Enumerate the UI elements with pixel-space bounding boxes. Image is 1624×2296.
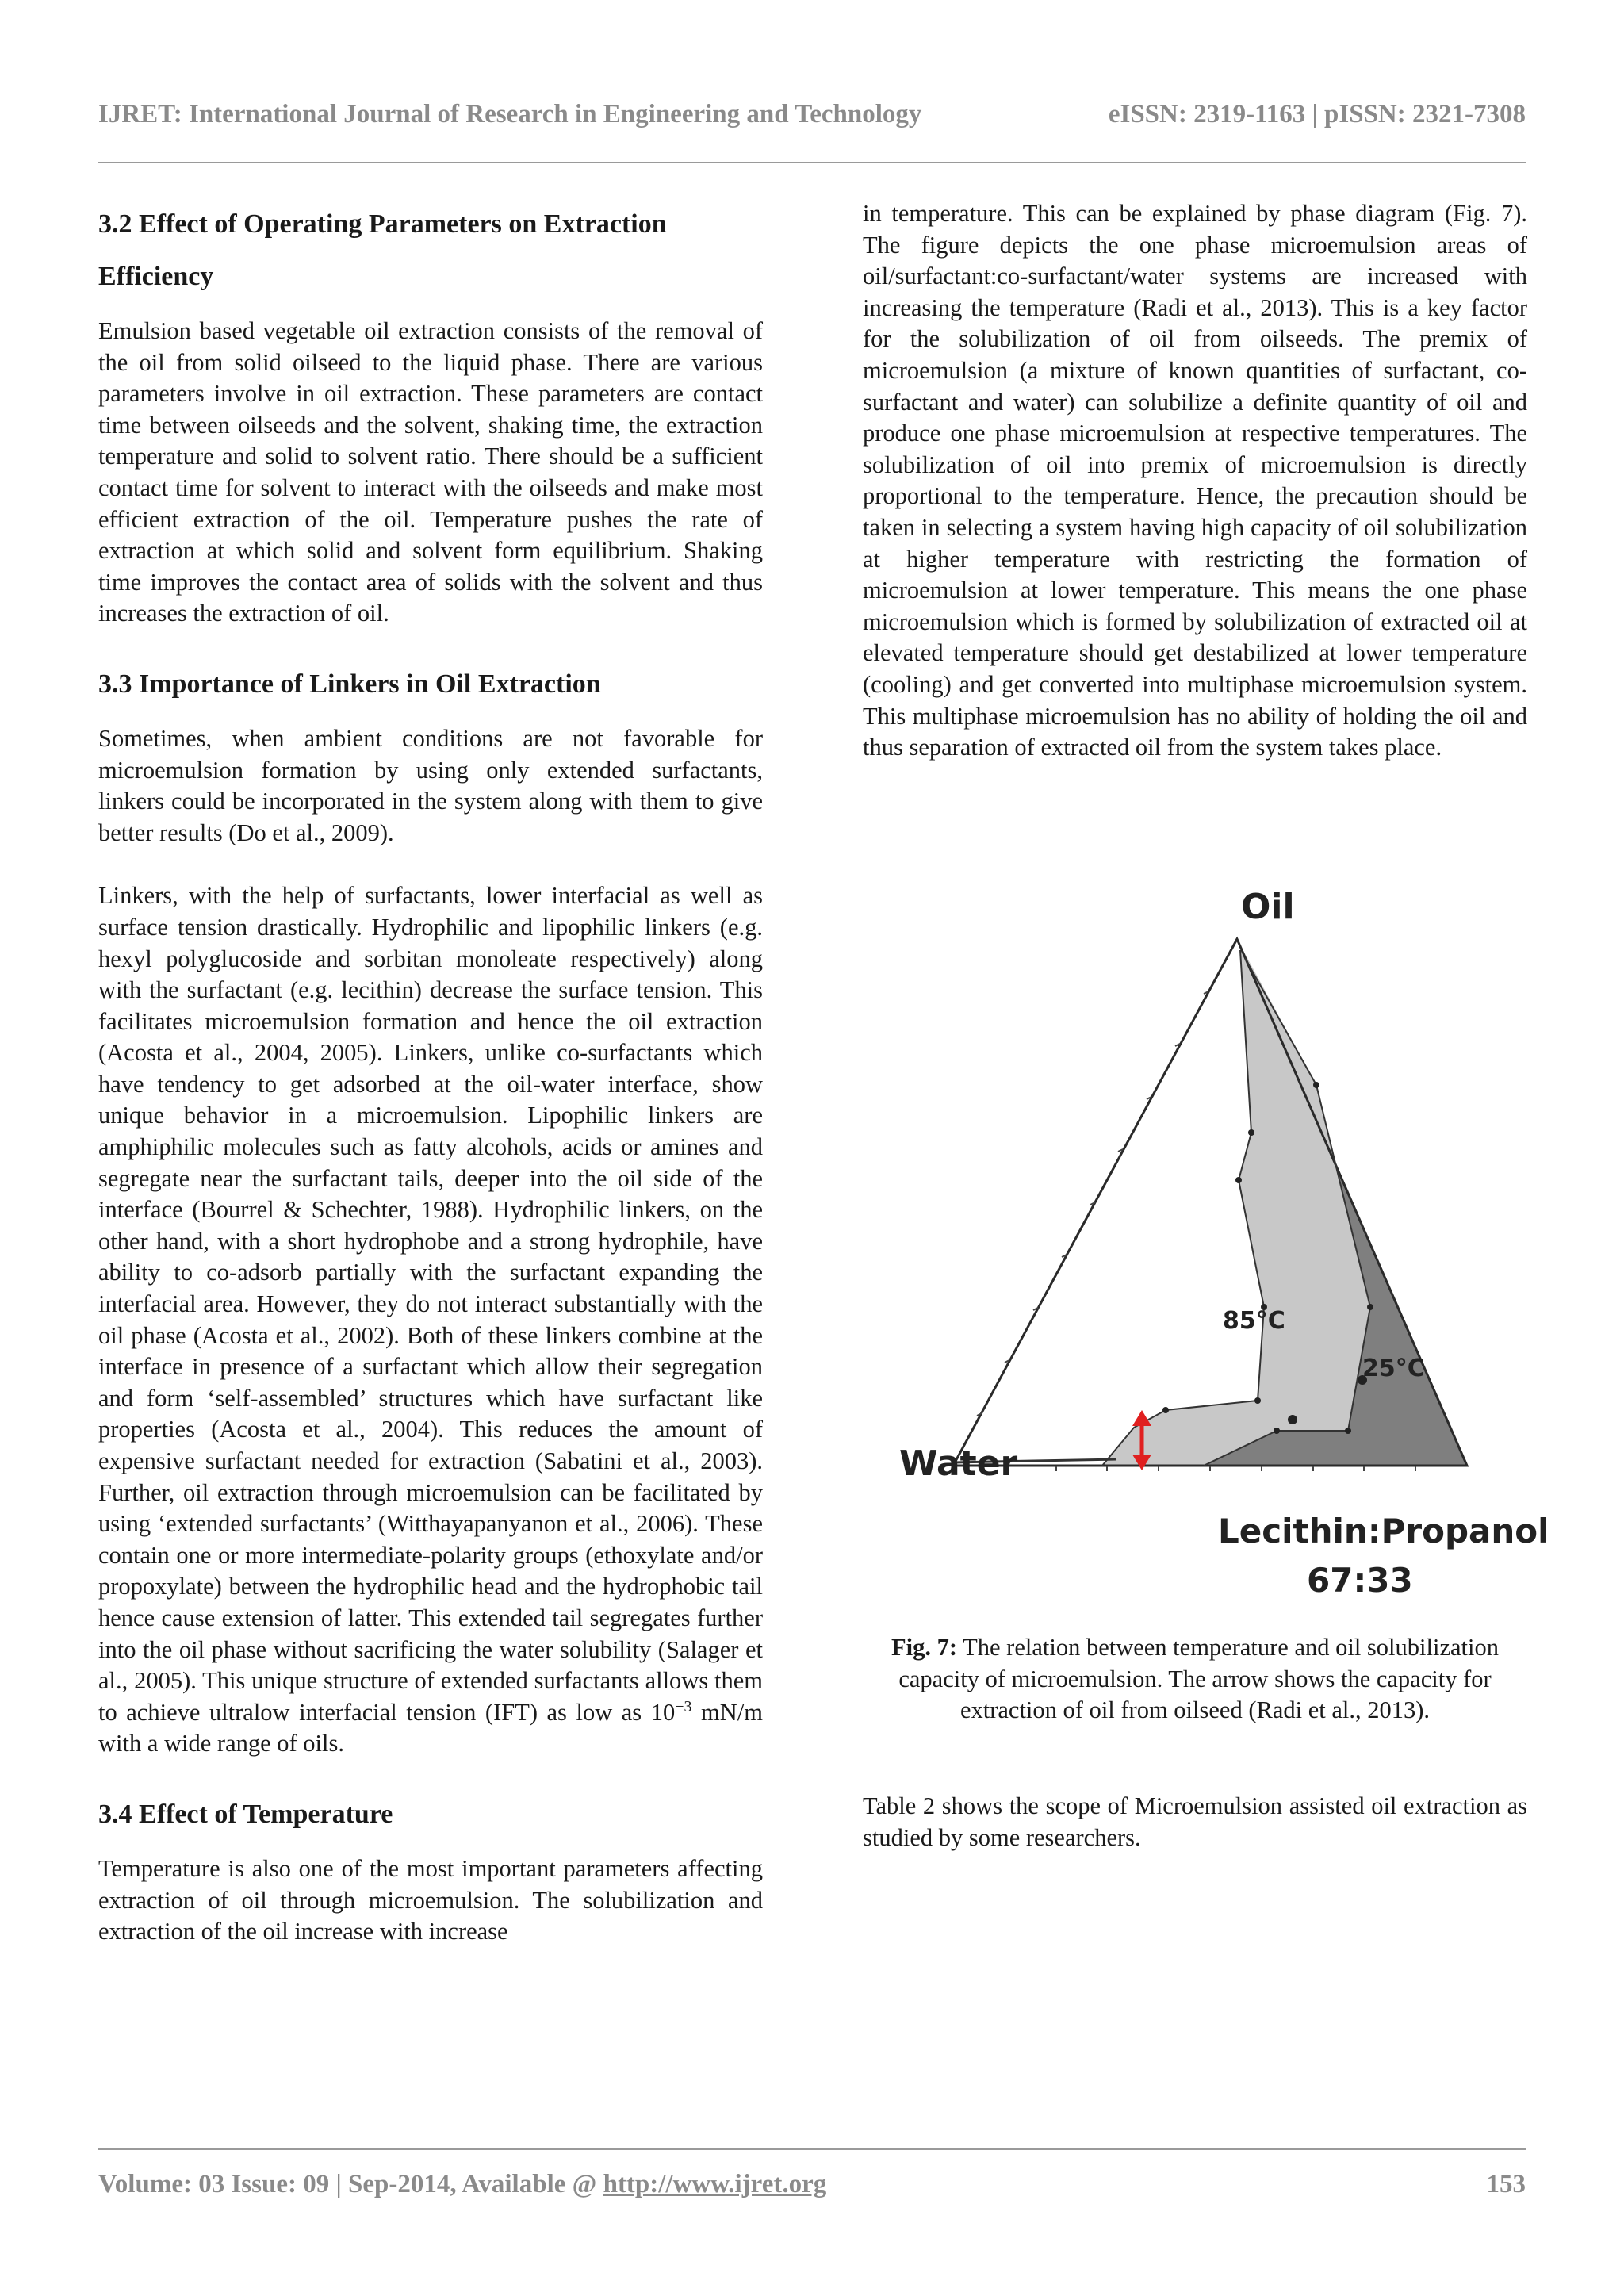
vertex-label-water: Water bbox=[899, 1443, 1018, 1484]
volume-info bbox=[98, 2170, 826, 2199]
section-3-4-heading: 3.4 Effect of Temperature bbox=[98, 1799, 393, 1829]
label-85c: 85°C bbox=[1223, 1307, 1285, 1335]
region-85c bbox=[1102, 939, 1370, 1466]
header-rule bbox=[98, 162, 1526, 163]
vertex-label-lecithin-propanol: Lecithin:Propanol bbox=[1218, 1512, 1549, 1550]
figure-7-caption bbox=[863, 1632, 1527, 1727]
table-2-reference: Table 2 shows the scope of Microemulsion assisted oil extraction as studied by some researchers. bbox=[863, 1792, 1527, 1851]
section-3-3-paragraph-2 bbox=[98, 880, 763, 1760]
journal-title: IJRET: International Journal of Research in Engineering and Technology bbox=[98, 100, 922, 128]
figure-7-phase-diagram bbox=[887, 887, 1549, 1608]
right-column bbox=[863, 198, 1527, 764]
page-number: 153 bbox=[1486, 2170, 1526, 2198]
caption-text: The relation between temperature and oil solubilization capacity of microemulsion. The arrow shows the capacity for extraction of oil from oilseed (Radi et al., 2013). bbox=[898, 1634, 1499, 1724]
section-3-2-heading: 3.2 Effect of Operating Parameters on Extraction Efficiency bbox=[98, 209, 667, 291]
p2-text-b: mN/m with a wide range of oils. bbox=[98, 1698, 763, 1757]
volume-text: Volume: 03 Issue: 09 | Sep-2014, Available @ bbox=[98, 2170, 603, 2198]
section-3-4-paragraph-start: Temperature is also one of the most important parameters affecting extraction of oil through microemulsion. The solubilization and extraction of the oil increase with increase bbox=[98, 1854, 763, 1945]
boundary-85c bbox=[1102, 950, 1264, 1466]
section-3-3-heading: 3.3 Importance of Linkers in Oil Extraction bbox=[98, 669, 601, 699]
p2-text-a: Linkers, with the help of surfactants, lower interfacial as well as surface tension drastically. Hydrophilic and lipophilic linkers (e.g. hexyl polyglucoside and sorbitan monoleate respectively) along with the surfactant (e.g. lecithin) decrease the surface tension. This facilitates microemulsion formation and hence the oil extraction (Acosta et al., 2004, 2005). Linkers, unlike co-surfactants which have tendency to get adsorbed at the oil-water interface, show unique behavior in a microemulsion. Lipophilic linkers are amphiphilic molecules such as fatty alcohols, acids or amines and segregate near the surfactant tails, deeper into the oil side of the interface (Bourrel & Schechter, 1988). Hydrophilic linkers, on the other hand, with a short hydrophobe and a strong hydrophile, have ability to co-adsorb partially with the surfactant expanding the interfacial area. However, they do not interact substantially with the oil phase (Acosta et al., 2002). Both of these linkers combine at the interface in presence of a surfactant which allow their segregation and form ‘self-assembled’ structures which have surfactant like properties (Acosta et al., 2004). This reduces the amount of expensive surfactant needed for extraction (Sabatini et al., 2003). Further, oil extraction through microemulsion can be facilitated by using ‘extended surfactants’ (Witthayapanyanon et al., 2006). These contain one or more intermediate-polarity groups (ethoxylate and/or propoxylate) between the hydrophilic head and the hydrophobic tail hence cause extension of latter. This extended tail segregates further into the oil phase without sacrificing the water solubility (Salager et al., 2005). This unique structure of extended surfactants allows them to achieve ultralow interfacial tension (IFT) as low as 10 bbox=[98, 882, 763, 1726]
ternary-diagram-svg bbox=[887, 895, 1505, 1608]
vertex-label-oil: Oil bbox=[1241, 887, 1295, 927]
journal-url-link[interactable]: http://www.ijret.org bbox=[603, 2170, 827, 2198]
section-3-2-paragraph: Emulsion based vegetable oil extraction consists of the removal of the oil from solid oilseed to the liquid phase. There are various parameters involve in oil extraction. These parameters are contact time between oilseeds and the solvent, shaking time, the extraction temperature and solid to solvent ratio. There should be a sufficient contact time for solvent to interact with the oilseeds and make most efficient extraction of the oil. Temperature pushes the rate of extraction at which solid and solvent form equilibrium. Shaking time improves the contact area of solids with the solvent and thus increases the extraction of oil. bbox=[98, 317, 763, 627]
left-column bbox=[98, 198, 763, 1948]
section-3-4-paragraph-cont: in temperature. This can be explained by phase diagram (Fig. 7). The figure depicts the one phase microemulsion areas of oil/surfactant:co-surfactant/water systems are increased with increasing the temperature (Radi et al., 2013). This is a key factor for the solubilization of oil from oilseeds. The premix of microemulsion (a mixture of known quantities of surfactant, co-surfactant and water) can solubilize a definite quantity of oil and produce one phase microemulsion at respective temperatures. The solubilization of oil into premix of microemulsion is directly proportional to the temperature. Hence, the precaution should be taken in selecting a system having high capacity of oil solubilization at higher temperature with restricting the formation of microemulsion at lower temperature. This means the one phase microemulsion which is formed by solubilization of extracted oil at elevated temperature should get destabilized at lower temperature (cooling) and get converted into multiphase microemulsion system. This multiphase microemulsion has no ability of holding the oil and thus separation of extracted oil from the system takes place. bbox=[863, 200, 1527, 761]
running-header bbox=[98, 95, 1526, 143]
section-3-3-paragraph-1: Sometimes, when ambient conditions are not favorable for microemulsion formation by using only extended surfactants, linkers could be incorporated in the system along with them to give better results (Do et al., 2009). bbox=[98, 724, 763, 846]
footer-rule bbox=[98, 2148, 1526, 2150]
exponent: −3 bbox=[675, 1697, 692, 1715]
ratio-label: 67:33 bbox=[1307, 1561, 1413, 1600]
caption-label: Fig. 7: bbox=[891, 1634, 958, 1661]
running-footer bbox=[98, 2170, 1526, 2210]
label-25c: 25°C bbox=[1362, 1355, 1425, 1382]
issn-info: eISSN: 2319-1163 | pISSN: 2321-7308 bbox=[1108, 100, 1526, 128]
